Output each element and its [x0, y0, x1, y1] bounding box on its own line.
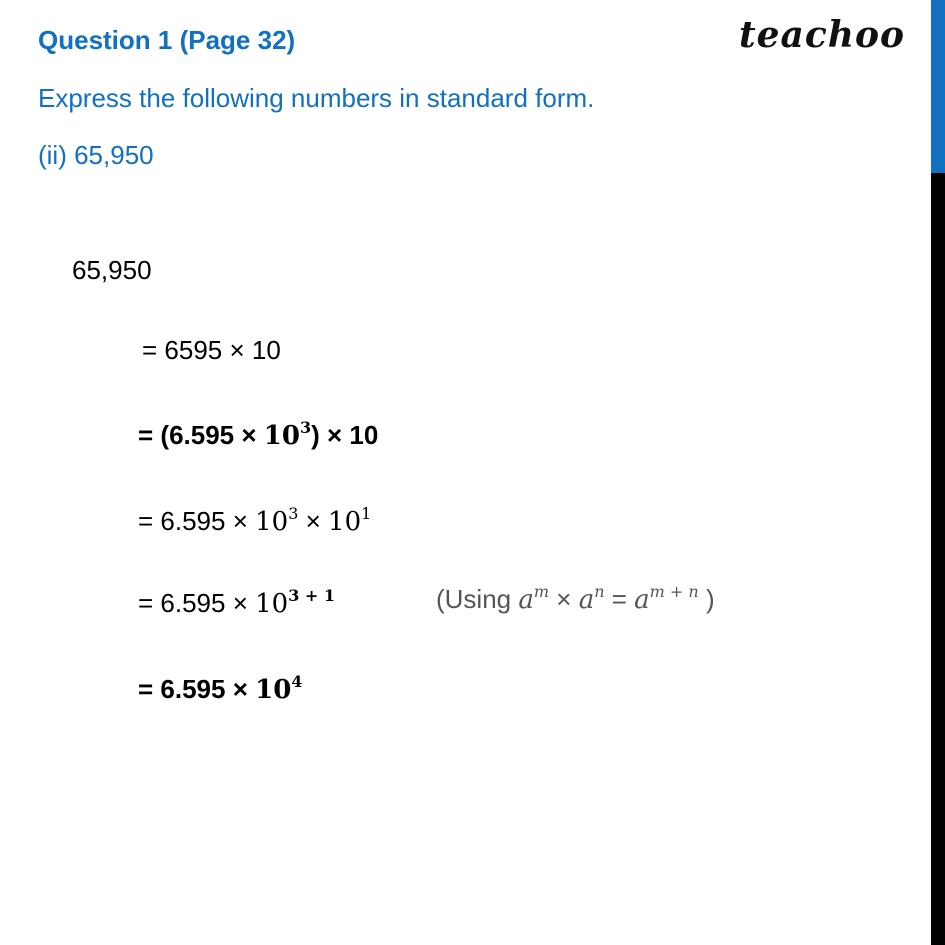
- note-e3: m + n: [649, 582, 699, 601]
- step-3-base1: 10: [255, 507, 289, 537]
- step-5-base: 10: [255, 675, 292, 705]
- exponent-rule-note: [436, 584, 715, 615]
- note-eq: =: [604, 584, 635, 614]
- step-4: [138, 588, 335, 619]
- step-3: [138, 506, 371, 537]
- step-2: [138, 420, 378, 451]
- note-open: (Using: [436, 584, 519, 614]
- step-2-exp: 3: [299, 418, 312, 437]
- question-title: Question 1 (Page 32): [38, 25, 296, 55]
- step-3-text: = 6.595 ×: [138, 506, 256, 536]
- step-3-base2: 10: [328, 507, 362, 537]
- question-part: (ii) 65,950: [38, 140, 154, 170]
- step-5-text: = 6.595 ×: [138, 674, 256, 704]
- note-e1: m: [533, 582, 550, 601]
- scrollbar-thumb[interactable]: [931, 0, 945, 173]
- step-0: 65,950: [72, 255, 152, 285]
- step-1: = 6595 × 10: [142, 335, 281, 365]
- note-times: ×: [549, 584, 579, 614]
- step-5-answer: [138, 674, 302, 705]
- step-2-tail: ) × 10: [311, 420, 379, 450]
- note-a3: a: [634, 585, 650, 615]
- note-a2: a: [578, 585, 595, 615]
- note-a1: a: [518, 585, 534, 615]
- step-2-text: = (6.595 ×: [138, 420, 264, 450]
- note-close: ): [698, 584, 715, 614]
- step-5-exp: 4: [291, 672, 303, 691]
- teachoo-logo: teachoo: [739, 14, 905, 56]
- step-2-base: 10: [263, 421, 300, 451]
- step-3-exp1: 3: [288, 504, 299, 523]
- note-e2: n: [594, 582, 605, 601]
- step-4-text: = 6.595 ×: [138, 588, 256, 618]
- step-3-times: ×: [298, 506, 329, 536]
- scrollbar-track[interactable]: [931, 173, 945, 945]
- question-instruction: Express the following numbers in standard form.: [38, 83, 595, 113]
- step-3-exp2: 1: [361, 504, 372, 523]
- step-4-exp: 3 + 1: [288, 586, 336, 605]
- step-4-base: 10: [255, 589, 289, 619]
